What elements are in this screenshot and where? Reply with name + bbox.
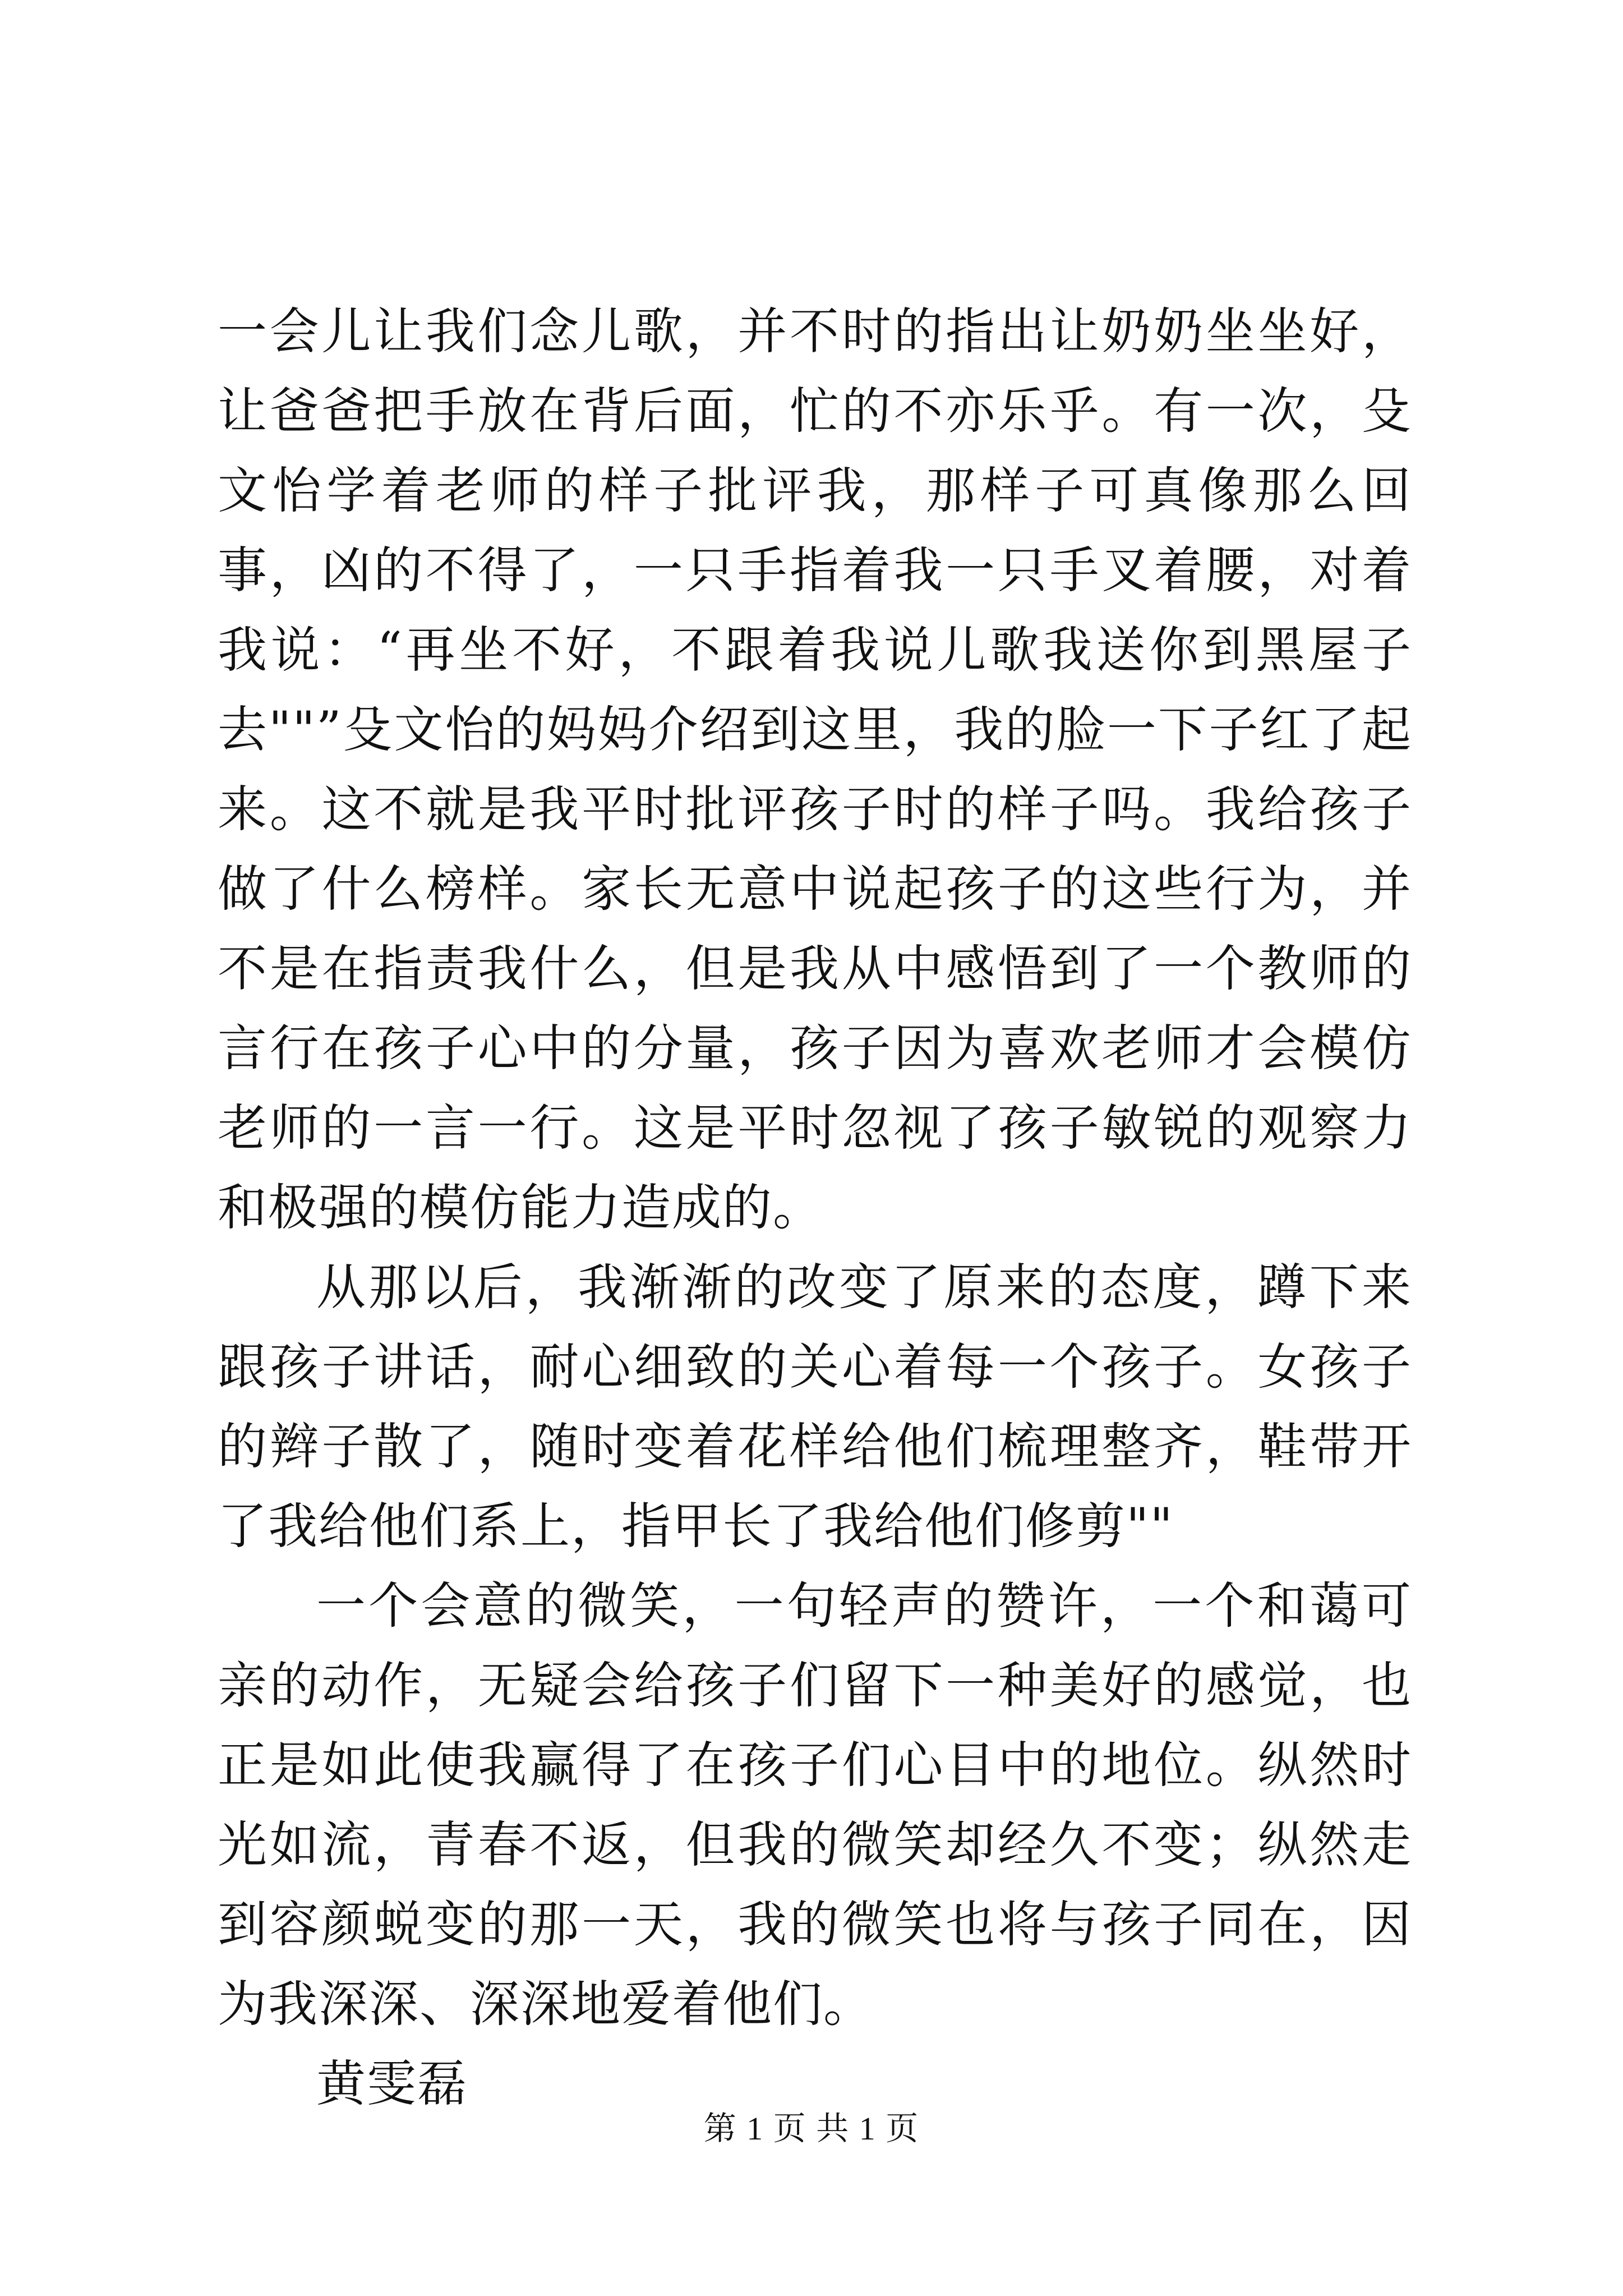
- author-signature: 黄雯磊: [316, 2055, 468, 2113]
- paragraph-1: 一会儿让我们念儿歌，并不时的指出让奶奶坐坐好，让爸爸把手放在背后面，忙的不亦乐乎。有一次，殳文怡学着老师的样子批评我，那样子可真像那么回事，凶的不得了，一只手指着我一只手叉着腰，对着我说：“再坐不好，不跟着我说儿歌我送你到黑屋子去""”殳文怡的妈妈介绍到这里，我的脸一下子红了起来。这不就是我平时批评孩子时的样子吗。我给孩子做了什么榜样。家长无意中说起孩子的这些行为，并不是在指责我什么，但是我从中感悟到了一个教师的言行在孩子心中的分量，孩子因为喜欢老师才会模仿老师的一言一行。这是平时忽视了孩子敏锐的观察力和极强的模仿能力造成的。: [218, 302, 1412, 1236]
- paragraph-3: 一个会意的微笑，一句轻声的赞许，一个和蔼可亲的动作，无疑会给孩子们留下一种美好的感觉，也正是如此使我赢得了在孩子们心目中的地位。纵然时光如流，青春不返，但我的微笑却经久不变；纵然走到容颜蜕变的那一天，我的微笑也将与孩子同在，因为我深深、深深地爱着他们。: [218, 1577, 1412, 2033]
- page-footer: 第 1 页 共 1 页: [703, 2110, 920, 2147]
- document-body: [218, 292, 1412, 2124]
- paragraph-2: 从那以后，我渐渐的改变了原来的态度，蹲下来跟孩子讲话，耐心细致的关心着每一个孩子。女孩子的辫子散了，随时变着花样给他们梳理整齐，鞋带开了我给他们系上，指甲长了我给他们修剪"": [218, 1258, 1412, 1555]
